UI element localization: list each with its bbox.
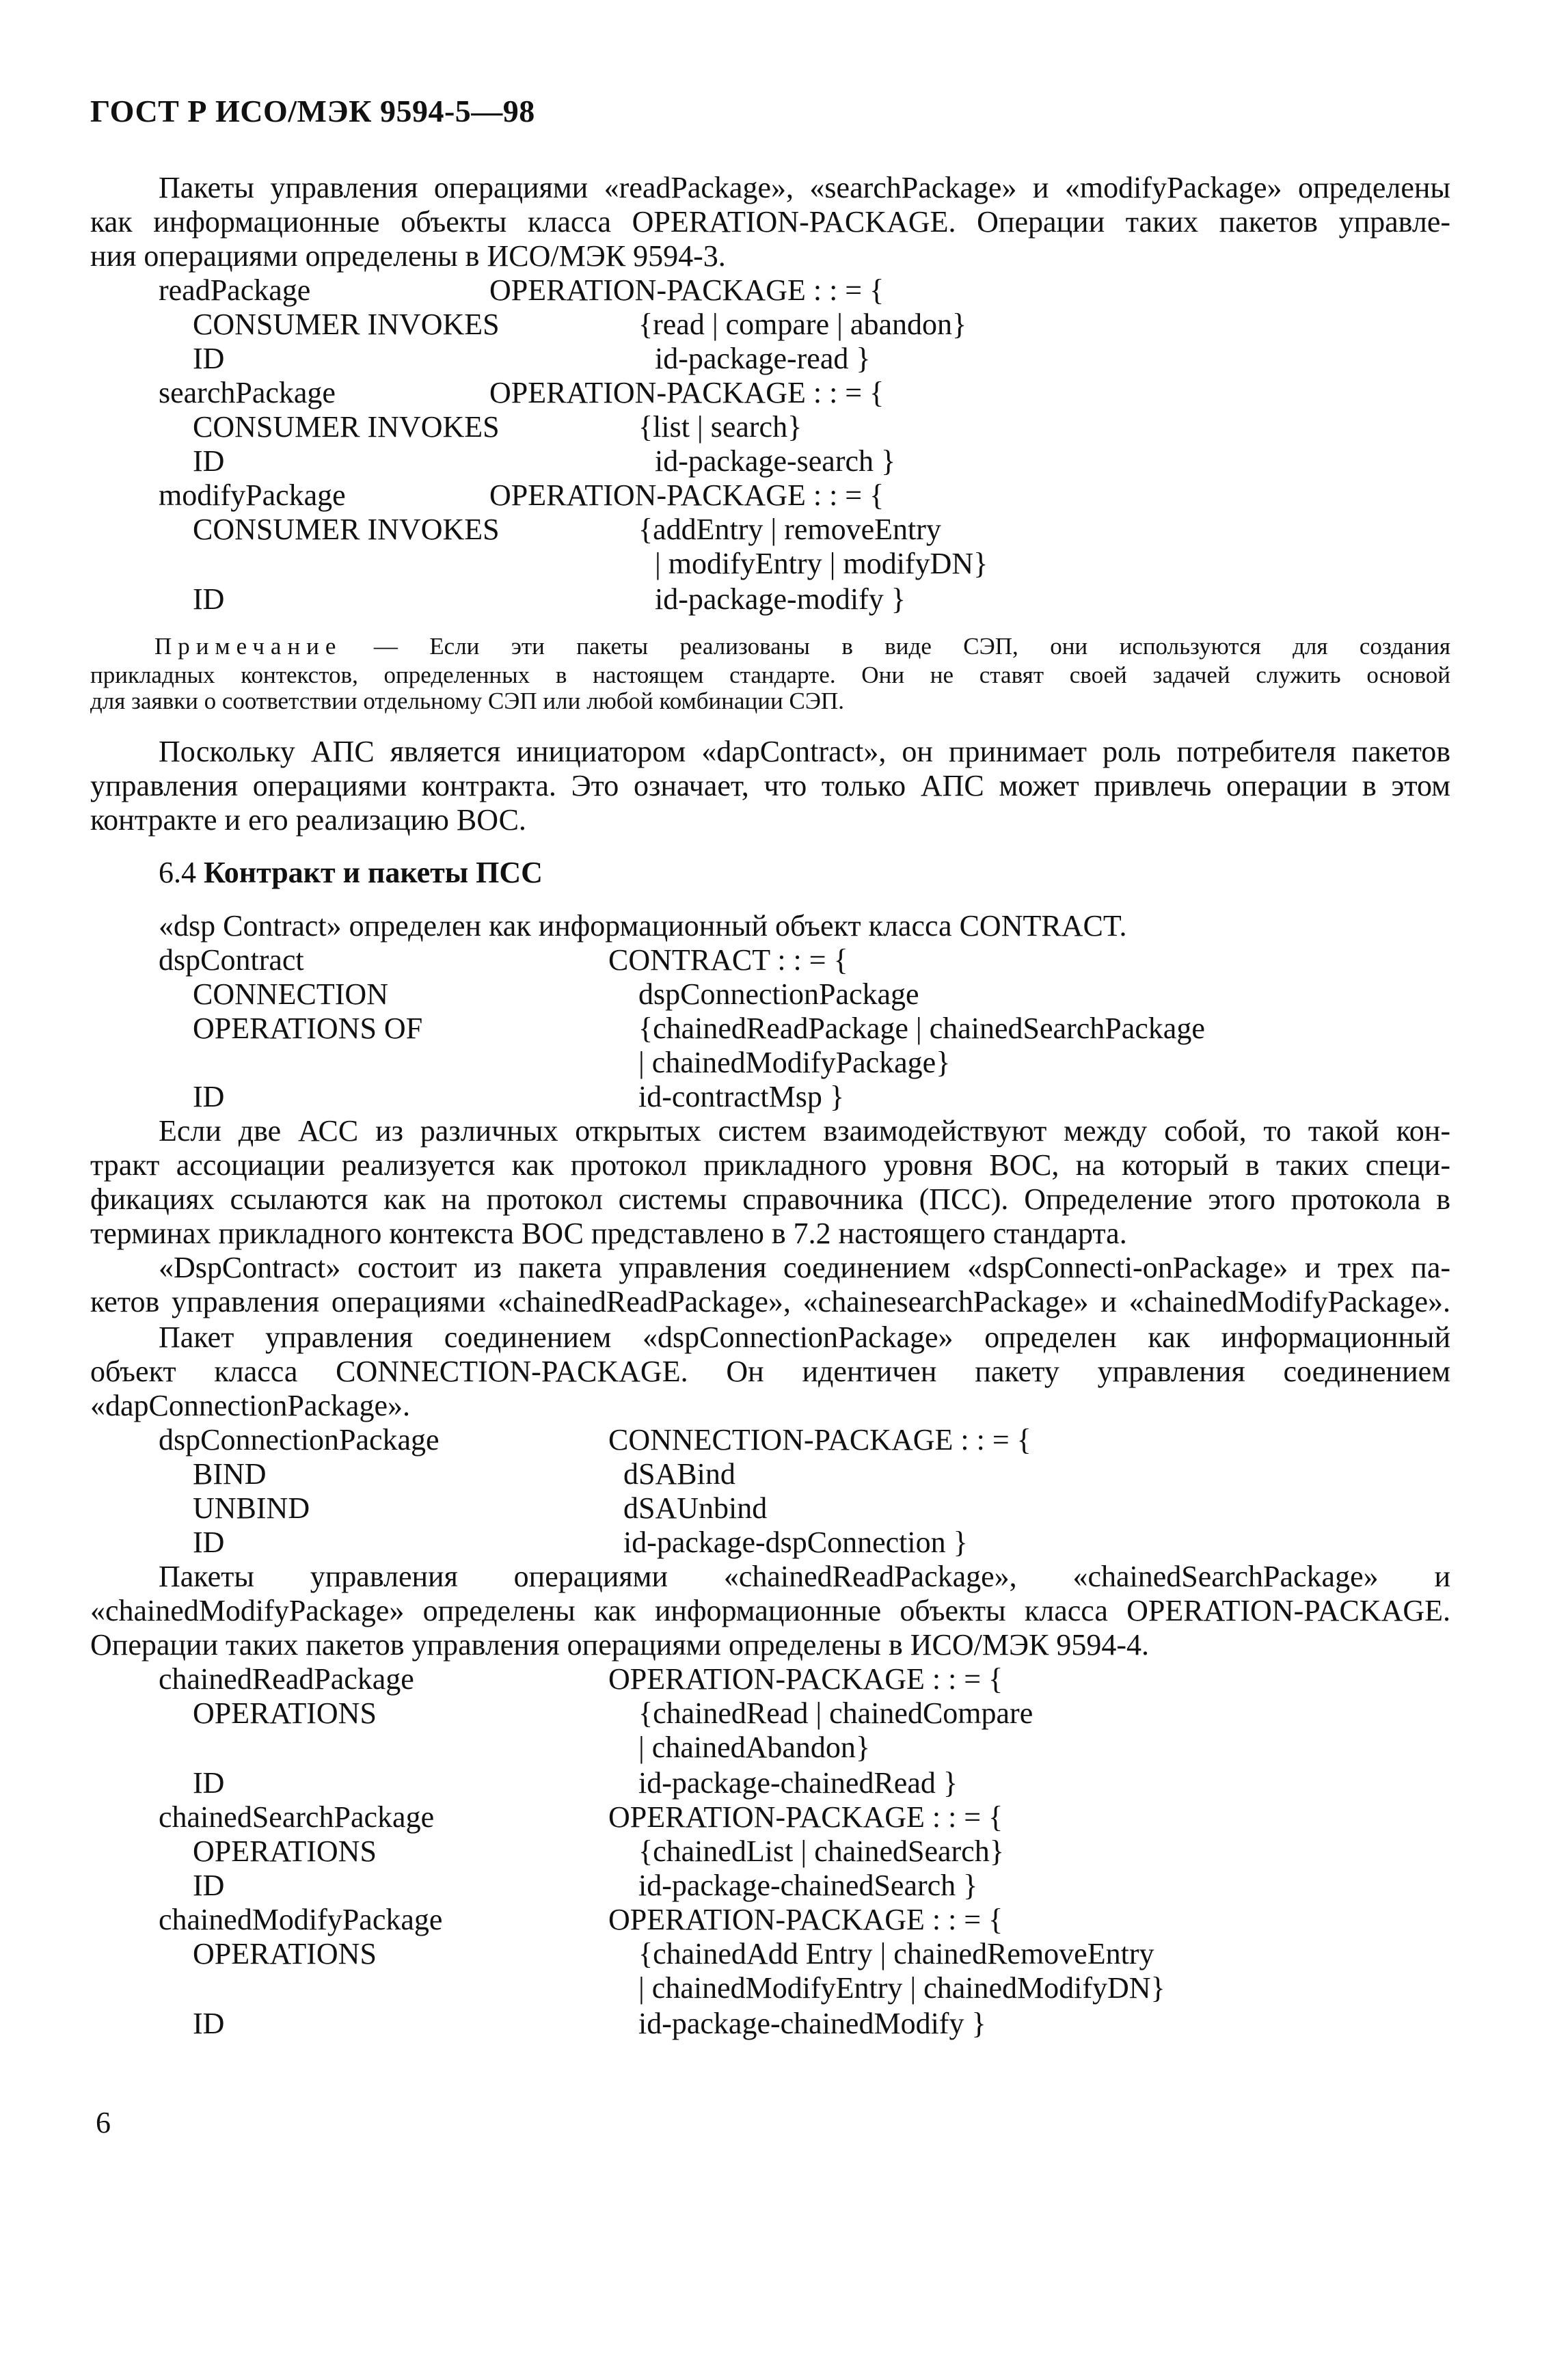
code-value: CONTRACT : : = { xyxy=(608,943,848,977)
code-value: id-package-modify } xyxy=(655,582,906,616)
page-number: 6 xyxy=(96,2106,111,2139)
code-value: {chainedAdd Entry | chainedRemoveEntry xyxy=(638,1937,1154,1970)
code-label: ID xyxy=(193,1080,225,1113)
paragraph-6-line-3: «dapConnectionPackage». xyxy=(90,1389,410,1422)
code-label: UNBIND xyxy=(193,1491,310,1525)
paragraph-7-line-2: «chainedModifyPackage» определены как информационные объекты класса OPERATION-PACKAGE. xyxy=(90,1594,1450,1627)
code-value: id-package-chainedModify } xyxy=(638,2007,986,2040)
note-label: Примечание xyxy=(154,633,342,660)
paragraph-5-line-2: кетов управления операциями «chainedReadPackage», «chainesearchPackage» и «chainedModifyPackage». xyxy=(90,1285,1450,1318)
paragraph-6-line-2: объект класса CONNECTION-PACKAGE. Он идентичен пакету управления соединением xyxy=(90,1355,1450,1388)
code-label: readPackage xyxy=(159,273,311,307)
code-value: id-package-dspConnection } xyxy=(623,1526,968,1559)
code-value: OPERATION-PACKAGE : : = { xyxy=(608,1800,1003,1834)
code-value: {list | search} xyxy=(638,410,802,444)
code-value: {chainedRead | chainedCompare xyxy=(638,1696,1033,1730)
paragraph-1-line-3: ния операциями определены в ИСО/МЭК 9594-3. xyxy=(90,239,726,273)
note-line-2: прикладных контекстов, определенных в настоящем стандарте. Они не ставят своей задачей служить основой xyxy=(90,662,1450,688)
code-value: OPERATION-PACKAGE : : = { xyxy=(608,1662,1003,1696)
code-label: CONSUMER INVOKES xyxy=(193,513,500,546)
code-value: OPERATION-PACKAGE : : = { xyxy=(489,273,884,307)
code-value: OPERATION-PACKAGE : : = { xyxy=(489,376,884,409)
section-heading xyxy=(159,856,543,890)
code-label: ID xyxy=(193,2007,225,2040)
code-label: ID xyxy=(193,582,225,616)
code-value: dSAUnbind xyxy=(623,1491,768,1525)
paragraph-2-line-3: контракте и его реализацию ВОС. xyxy=(90,803,526,837)
paragraph-7-line-3: Операции таких пакетов управления операциями определены в ИСО/МЭК 9594-4. xyxy=(90,1628,1150,1662)
code-label: OPERATIONS xyxy=(193,1937,377,1970)
code-label: modifyPackage xyxy=(159,478,346,512)
paragraph-1-line-1: Пакеты управления операциями «readPackage», «searchPackage» и «modifyPackage» определены xyxy=(159,171,1450,204)
paragraph-4-line-2: тракт ассоциации реализуется как протокол прикладного уровня ВОС, на который в таких специ- xyxy=(90,1148,1450,1182)
code-label: ID xyxy=(193,1766,225,1800)
code-value: id-package-read } xyxy=(655,342,871,375)
code-value: id-package-chainedRead } xyxy=(638,1766,958,1800)
code-label: CONSUMER INVOKES xyxy=(193,308,500,341)
code-label: ID xyxy=(193,444,225,478)
code-label: searchPackage xyxy=(159,376,336,409)
paragraph-1-line-2: как информационные объекты класса OPERATION-PACKAGE. Операции таких пакетов управле- xyxy=(90,205,1450,239)
code-label: OPERATIONS xyxy=(193,1834,377,1868)
code-value: {chainedReadPackage | chainedSearchPackage xyxy=(638,1012,1205,1045)
code-label: OPERATIONS xyxy=(193,1696,377,1730)
code-value: {read | compare | abandon} xyxy=(638,308,967,341)
section-number: 6.4 xyxy=(159,856,196,889)
code-value: {addEntry | removeEntry xyxy=(638,513,941,546)
code-label: OPERATIONS OF xyxy=(193,1012,423,1045)
code-value: | chainedAbandon} xyxy=(638,1731,871,1764)
code-label: dspConnectionPackage xyxy=(159,1423,440,1457)
paragraph-3: «dsp Contract» определен как информационный объект класса CONTRACT. xyxy=(159,909,1127,943)
paragraph-2-line-1: Поскольку АПС является инициатором «dapContract», он принимает роль потребителя пакетов xyxy=(159,735,1450,768)
code-value: {chainedList | chainedSearch} xyxy=(638,1834,1004,1868)
code-label: chainedModifyPackage xyxy=(159,1903,443,1936)
code-label: ID xyxy=(193,342,225,375)
code-value: | modifyEntry | modifyDN} xyxy=(655,547,988,580)
code-value: id-contractMsp } xyxy=(638,1080,844,1113)
code-label: CONSUMER INVOKES xyxy=(193,410,500,444)
code-value: OPERATION-PACKAGE : : = { xyxy=(608,1903,1003,1936)
note-line-1: Примечание — Если эти пакеты реализованы в виде СЭП, они используются для создания xyxy=(154,633,1450,660)
code-value: dSABind xyxy=(623,1457,735,1491)
code-label: chainedSearchPackage xyxy=(159,1800,435,1834)
section-title: Контракт и пакеты ПСС xyxy=(204,856,543,889)
code-label: ID xyxy=(193,1526,225,1559)
code-value: OPERATION-PACKAGE : : = { xyxy=(489,478,884,512)
document-header: ГОСТ Р ИСО/МЭК 9594-5—98 xyxy=(90,94,535,128)
code-value: id-package-search } xyxy=(655,444,896,478)
code-label: dspContract xyxy=(159,943,304,977)
note-line-3: для заявки о соответствии отдельному СЭП или любой комбинации СЭП. xyxy=(90,688,844,714)
paragraph-7-line-1: Пакеты управления операциями «chainedReadPackage», «chainedSearchPackage» и xyxy=(159,1560,1450,1593)
code-value: | chainedModifyEntry | chainedModifyDN} xyxy=(638,1971,1165,2005)
paragraph-2-line-2: управления операциями контракта. Это означает, что только АПС может привлечь операции в этом xyxy=(90,769,1450,802)
code-value: CONNECTION-PACKAGE : : = { xyxy=(608,1423,1031,1457)
code-label: CONNECTION xyxy=(193,977,388,1011)
code-value: id-package-chainedSearch } xyxy=(638,1869,978,1902)
code-value: | chainedModifyPackage} xyxy=(638,1046,951,1079)
paragraph-4-line-4: терминах прикладного контекста ВОС представлено в 7.2 настоящего стандарта. xyxy=(90,1217,1127,1250)
paragraph-4-line-3: фикациях ссылаются как на протокол системы справочника (ПСС). Определение этого протокола в xyxy=(90,1182,1450,1216)
code-label: chainedReadPackage xyxy=(159,1662,414,1696)
code-label: BIND xyxy=(193,1457,267,1491)
code-label: ID xyxy=(193,1869,225,1902)
paragraph-6-line-1: Пакет управления соединением «dspConnectionPackage» определен как информационный xyxy=(159,1320,1450,1354)
paragraph-4-line-1: Если две АСС из различных открытых систем взаимодействуют между собой, то такой кон- xyxy=(159,1114,1450,1148)
paragraph-5-line-1: «DspContract» состоит из пакета управления соединением «dspConnecti-onPackage» и трех па- xyxy=(159,1251,1450,1284)
code-value: dspConnectionPackage xyxy=(638,977,919,1011)
